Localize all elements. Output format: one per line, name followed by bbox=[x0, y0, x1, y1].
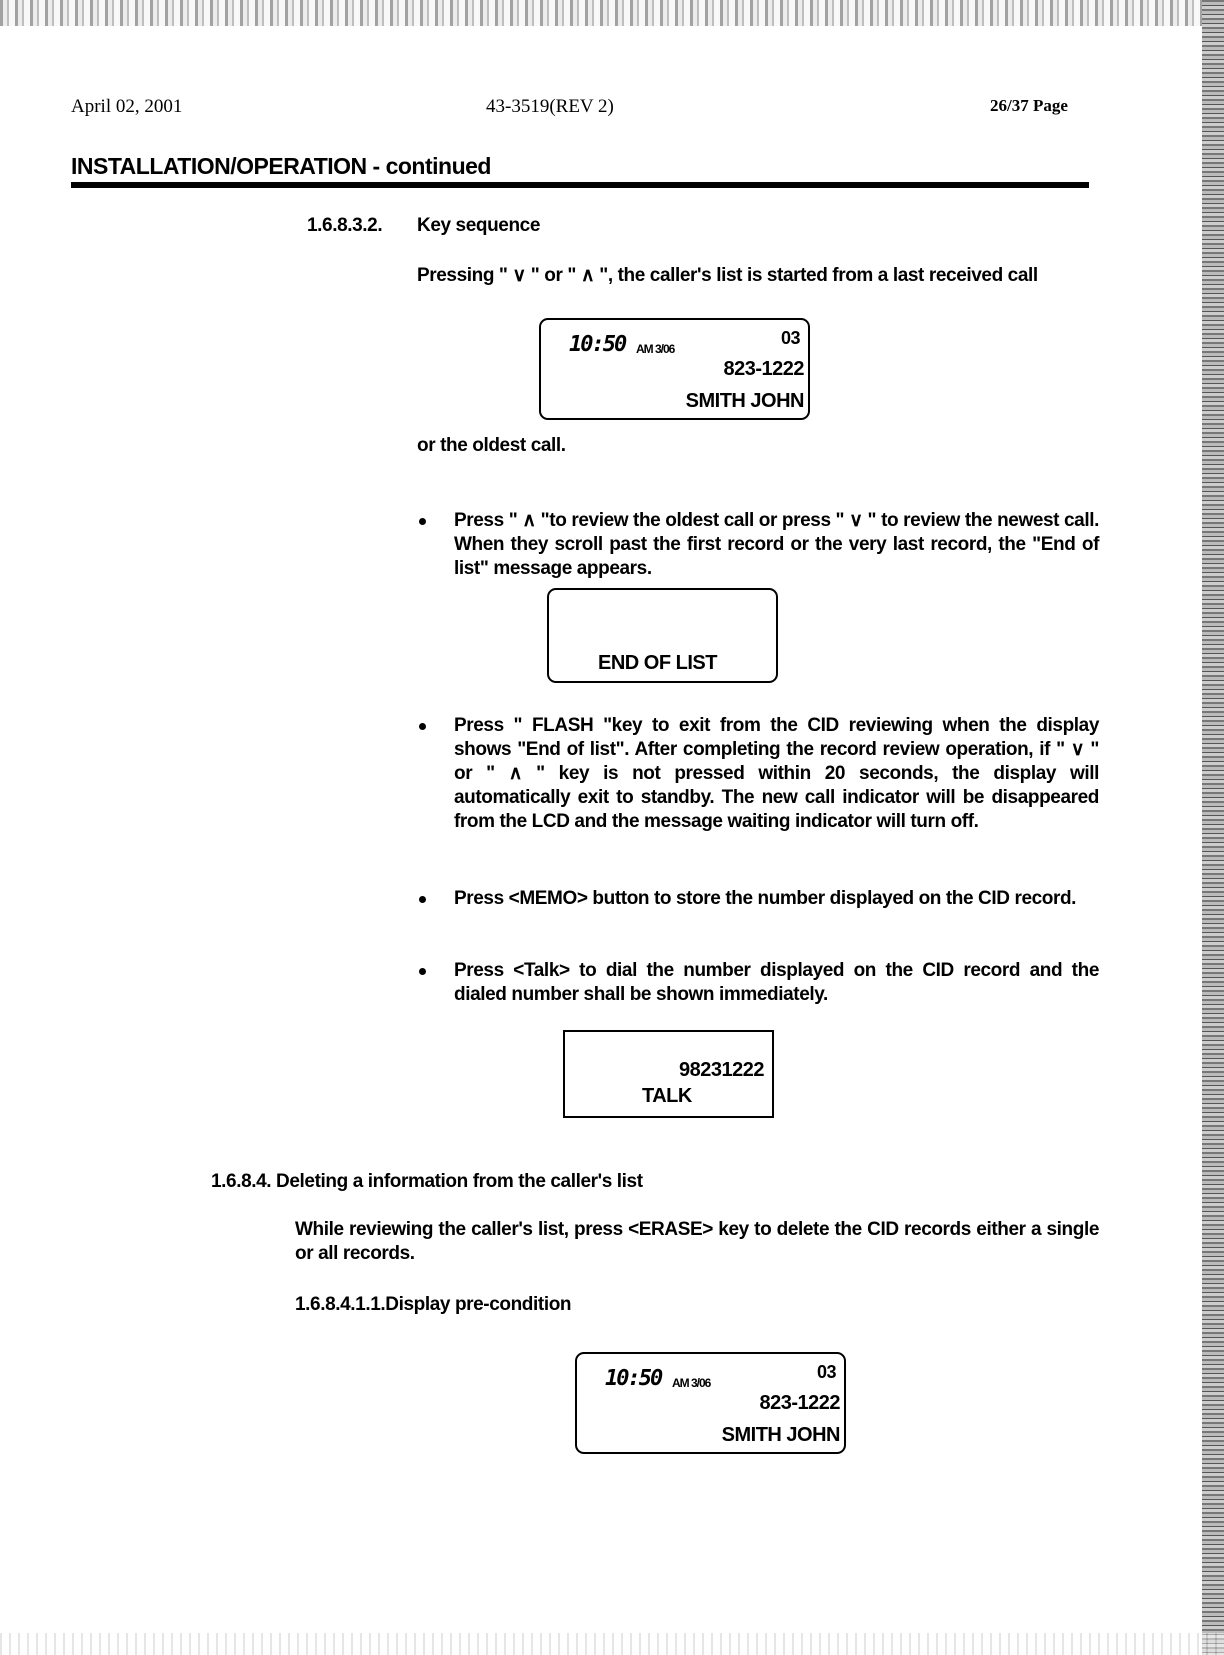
subsection-number: 1.6.8.3.2. bbox=[307, 215, 383, 236]
scan-noise-right bbox=[1202, 0, 1224, 1655]
after-display-text: or the oldest call. bbox=[417, 435, 566, 456]
lcd-caller-name: SMITH JOHN bbox=[721, 1424, 840, 1446]
lcd-call-count: 03 bbox=[780, 328, 800, 348]
bullet-memo-store: Press <MEMO> button to store the number displayed on the CID record. bbox=[454, 888, 1077, 909]
section-title: INSTALLATION/OPERATION - continued bbox=[71, 153, 491, 179]
lcd-time: 10:50 bbox=[605, 1366, 662, 1391]
bullet-marker bbox=[419, 896, 426, 903]
lcd-date: AM 3/06 bbox=[636, 342, 675, 356]
lcd-display-end-of-list bbox=[547, 588, 778, 683]
bullet-review-oldest: Press " ∧ "to review the oldest call or press " ∨ " to review the newest call. When they scroll past the first record or the very last record, the "End of list" message appears. bbox=[454, 510, 1099, 579]
lcd-talk-status: TALK bbox=[642, 1085, 692, 1107]
header-page-number: 26/37 Page bbox=[990, 96, 1068, 115]
lcd-display-caller-record bbox=[539, 318, 810, 420]
header-date: April 02, 2001 bbox=[71, 96, 183, 117]
lcd-phone-number: 823-1222 bbox=[723, 358, 804, 380]
lcd-phone-number: 823-1222 bbox=[759, 1392, 840, 1414]
lcd-time: 10:50 bbox=[569, 332, 626, 357]
scan-noise-bottom bbox=[0, 1633, 1224, 1655]
delete-instructions: While reviewing the caller's list, press <ERASE> key to delete the CID records either a single or all records. bbox=[295, 1219, 1099, 1264]
bullet-marker bbox=[419, 968, 426, 975]
bullet-marker bbox=[419, 723, 426, 730]
lcd-display-talk bbox=[563, 1030, 774, 1118]
display-precondition-heading: 1.6.8.4.1.1.Display pre-condition bbox=[295, 1294, 572, 1315]
lcd-date: AM 3/06 bbox=[672, 1376, 711, 1390]
subsection-heading-deleting: 1.6.8.4. Deleting a information from the caller's list bbox=[211, 1171, 643, 1192]
header-doc-number: 43-3519(REV 2) bbox=[486, 96, 614, 117]
lcd-end-of-list-text: END OF LIST bbox=[598, 652, 717, 674]
intro-paragraph: Pressing " ∨ " or " ∧ ", the caller's list is started from a last received call bbox=[417, 265, 1038, 286]
lcd-call-count: 03 bbox=[816, 1362, 836, 1382]
scan-noise-top bbox=[0, 0, 1224, 26]
bullet-flash-exit: Press " FLASH "key to exit from the CID reviewing when the display shows "End of list". After completing the record review operation, if " ∨ " or " ∧ " key is not pressed within 20 seconds, the display will automatically exit to standby. The new call indicator will be disappeared from the LCD and the message waiting indicator will turn off. bbox=[454, 715, 1099, 832]
bullet-talk-dial: Press <Talk> to dial the number displayed on the CID record and the dialed number shall be shown immediately. bbox=[454, 960, 1099, 1005]
lcd-display-precondition bbox=[575, 1352, 846, 1454]
lcd-caller-name: SMITH JOHN bbox=[685, 390, 804, 412]
bullet-marker bbox=[419, 518, 426, 525]
subsection-title: Key sequence bbox=[417, 215, 540, 236]
title-rule bbox=[71, 182, 1089, 188]
lcd-dialed-number: 98231222 bbox=[679, 1059, 764, 1081]
